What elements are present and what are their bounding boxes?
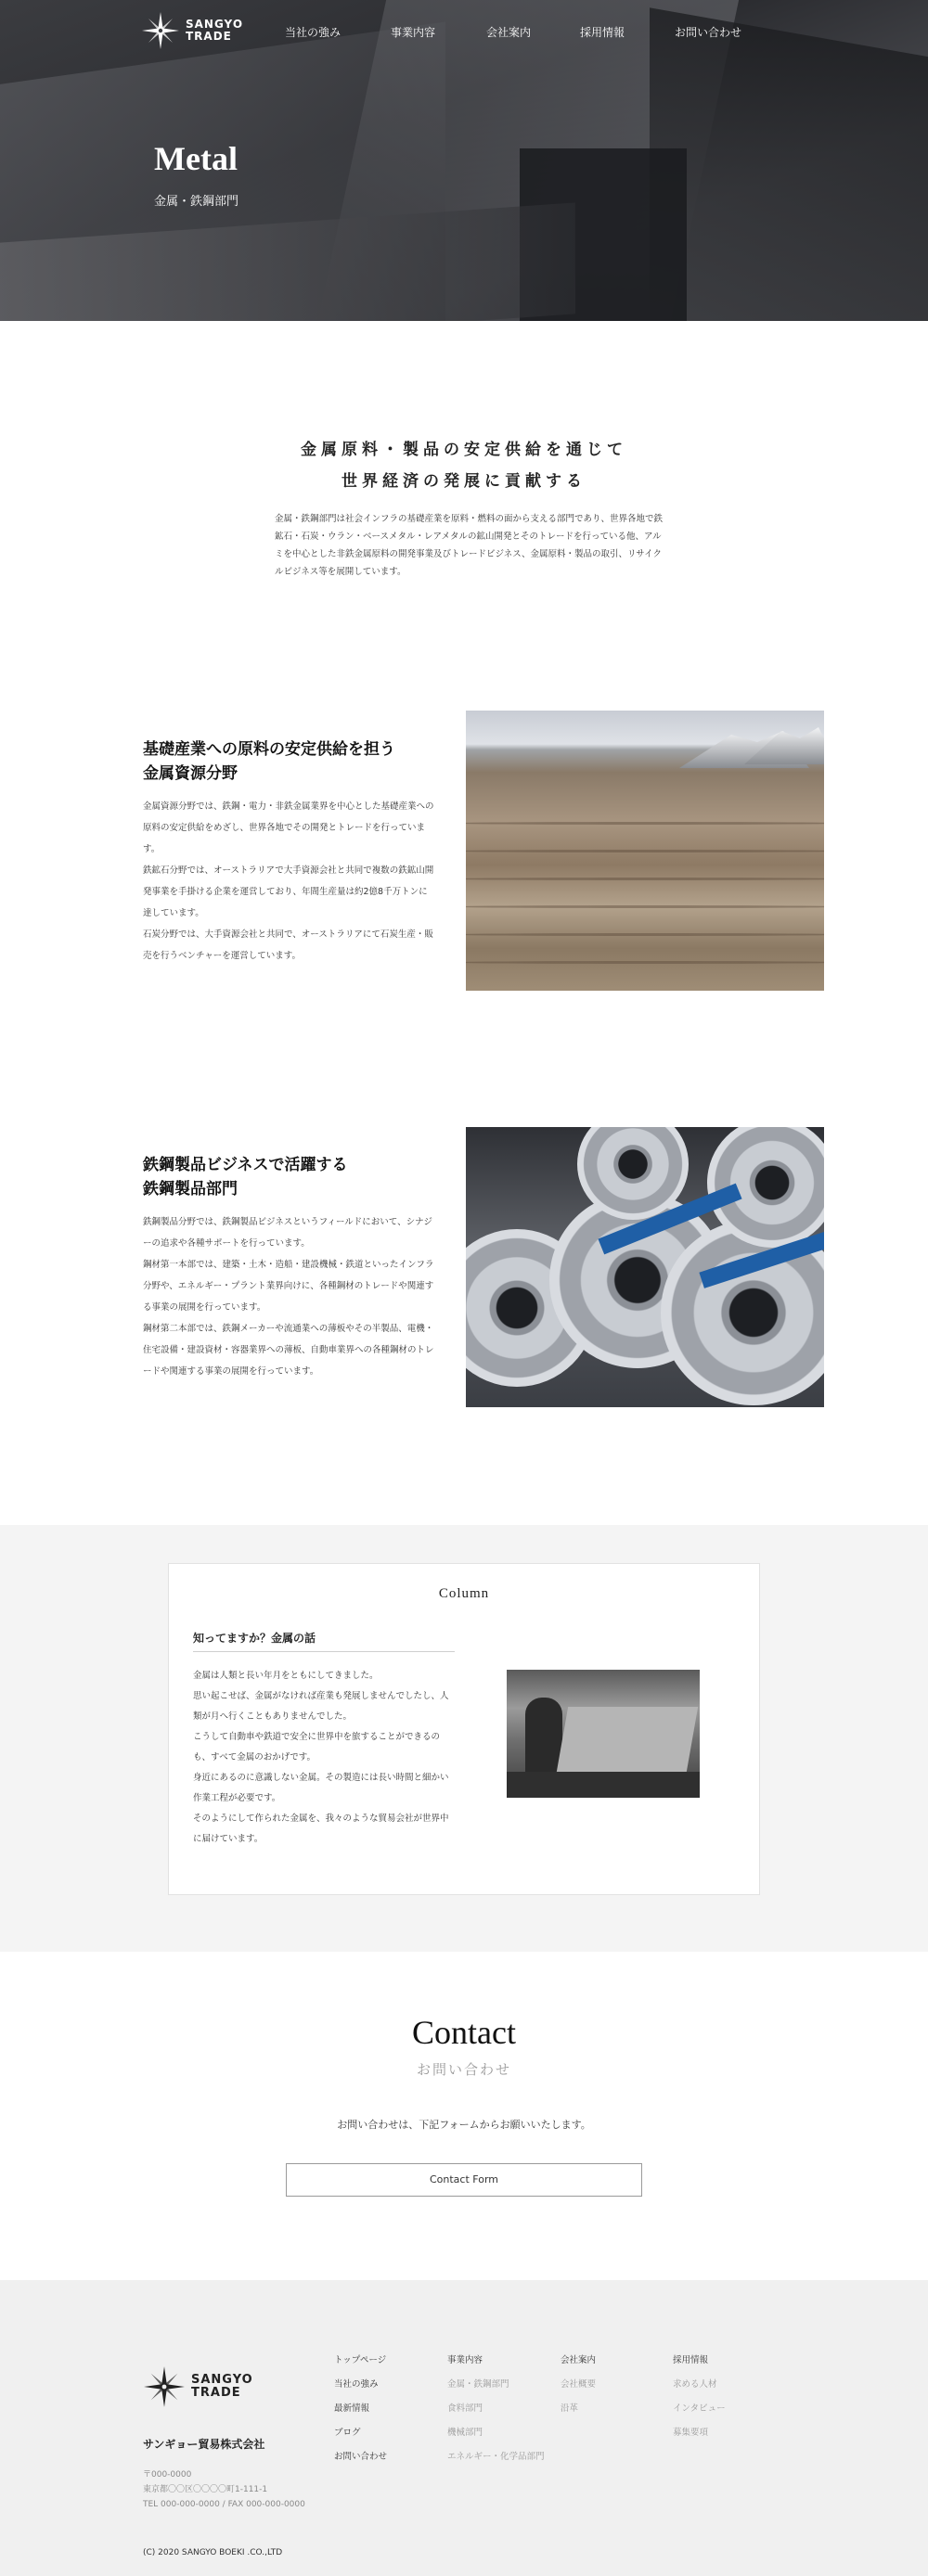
- column-title: Column: [438, 1586, 490, 1601]
- section1-paragraph: 鉄鉱石分野では、オーストラリアで大手資源会社と共同で複数の鉄鉱山開発事業を手掛ける企業を運営しており、年間生産量は約2億8千万トンに達しています。: [143, 865, 434, 918]
- footer-address: [143, 2467, 305, 2512]
- section2-paragraph: 鉄鋼製品分野では、鉄鋼製品ビジネスというフィールドにおいて、シナジーの追求や各種サポートを行っています。: [143, 1217, 432, 1249]
- hero-bg-shape: [650, 7, 928, 321]
- section2-body: [143, 1211, 436, 1382]
- footer-col-main: [334, 2349, 387, 2469]
- footer-link[interactable]: エネルギー・化学品部門: [447, 2452, 545, 2462]
- section2-title: [143, 1153, 348, 1201]
- section1-paragraph: 金属資源分野では、鉄鋼・電力・非鉄金属業界を中心とした基礎産業への原料の安定供給をめざし、世界各地でその開発とトレードを行っています。: [143, 801, 434, 854]
- footer-col-recruit: [673, 2349, 726, 2445]
- nav-item-contact[interactable]: お問い合わせ: [675, 26, 742, 39]
- column-paragraph: 思い起こせば、金属がなければ産業も発展しませんでしたし、人類が月へ行くこともありませんでした。: [193, 1691, 449, 1722]
- footer-link[interactable]: ブログ: [334, 2428, 361, 2438]
- contact-title: Contact: [412, 2014, 516, 2051]
- section2-title-line1: 鉄鋼製品ビジネスで活躍する: [143, 1156, 348, 1174]
- logo-line1: SANGYO: [186, 18, 244, 31]
- terrace-line: [466, 850, 824, 852]
- footer-link[interactable]: 金属・鉄鋼部門: [447, 2379, 509, 2390]
- page-subtitle: 金属・鉄鋼部門: [154, 195, 239, 209]
- footer-link[interactable]: 採用情報: [673, 2355, 709, 2365]
- section1-paragraph: 石炭分野では、大手資源会社と共同で、オーストラリアにて石炭生産・販売を行うベンチャーを運営しています。: [143, 929, 433, 961]
- footer-postal: 〒000-0000: [143, 2470, 192, 2480]
- column-paragraph: 金属は人類と長い年月をともにしてきました。: [193, 1671, 379, 1681]
- nav-item-company[interactable]: 会社案内: [486, 26, 532, 39]
- column-paragraph: そのようにして作られた金属を、我々のような貿易会社が世界中に届けています。: [193, 1813, 449, 1844]
- header-logo[interactable]: [141, 11, 243, 50]
- footer-logo-line1: SANGYO: [191, 2373, 253, 2387]
- column-subtitle: 知ってますか？金属の話: [193, 1630, 455, 1652]
- logo-line2: TRADE: [186, 30, 232, 43]
- footer-link[interactable]: 機械部門: [447, 2428, 483, 2438]
- intro-heading-line2: 世界経済の発展に貢献する: [342, 472, 586, 491]
- footer-col-company: [561, 2349, 596, 2421]
- footer-link[interactable]: インタビュー: [673, 2403, 726, 2414]
- terrace-line: [466, 961, 824, 964]
- footer-link[interactable]: 募集要項: [673, 2428, 709, 2438]
- nav-item-strengths[interactable]: 当社の強み: [285, 26, 342, 39]
- machine-shape: [557, 1707, 698, 1772]
- terrace-line: [466, 822, 824, 825]
- footer-link[interactable]: 会社案内: [561, 2355, 597, 2365]
- footer-col-business: [447, 2349, 545, 2469]
- compass-star-icon: [141, 11, 180, 50]
- intro-body: 金属・鉄鋼部門は社会インフラの基礎産業を原料・燃料の面から支える部門であり、世界各地で鉄鉱石・石炭・ウラン・ベースメタル・レアメタルの鉱山開発とそのトレードを行っている他、アルミを中心とした非鉄金属原料の開発事業及びトレードビジネス、金属原料・製品の取引、リサイクルビジネス等を展開しています。: [275, 514, 664, 577]
- hero-section: [0, 0, 928, 321]
- floor-shape: [507, 1772, 700, 1798]
- footer-link[interactable]: 事業内容: [447, 2355, 483, 2365]
- footer-link[interactable]: 最新情報: [334, 2403, 370, 2414]
- compass-star-icon: [143, 2365, 186, 2408]
- column-body: [193, 1666, 455, 1850]
- section2-title-line2: 鉄鋼製品部門: [143, 1180, 238, 1198]
- footer-copyright: (C) 2020 SANGYO BOEKI .CO.,LTD: [143, 2548, 283, 2557]
- column-paragraph: こうして自動車や鉄道で安全に世界中を旅することができるのも、すべて金属のおかげです。: [193, 1732, 441, 1762]
- footer-link[interactable]: 求める人材: [673, 2379, 717, 2390]
- section1-title-line2: 金属資源分野: [143, 764, 238, 783]
- section1-title: [143, 737, 395, 786]
- section2-paragraph: 鋼材第一本部では、建築・土木・造船・建設機械・鉄道といったインフラ分野や、エネルギー・プラント業界向けに、各種鋼材のトレードや関連する事業の展開を行っています。: [143, 1260, 434, 1313]
- terrace-line: [466, 905, 824, 908]
- contact-form-button[interactable]: Contact Form: [286, 2163, 642, 2197]
- footer-link[interactable]: 食料部門: [447, 2403, 483, 2414]
- contact-note: お問い合わせは、下記フォームからお願いいたします。: [337, 2119, 591, 2131]
- nav-item-business[interactable]: 事業内容: [391, 26, 436, 39]
- footer-link[interactable]: お問い合わせ: [334, 2452, 388, 2462]
- page-title: Metal: [154, 140, 238, 177]
- footer-phone: TEL 000-000-0000 / FAX 000-000-0000: [143, 2500, 305, 2509]
- mine-photo: [466, 711, 824, 991]
- intro-heading-line1: 金属原料・製品の安定供給を通じて: [301, 441, 627, 459]
- section2-paragraph: 鋼材第二本部では、鉄鋼メーカーや流通業への薄板やその半製品、電機・住宅設備・建設資材・容器業界への薄板、自動車業界への各種鋼材のトレードや関連する事業の展開を行っています。: [143, 1324, 434, 1377]
- column-paragraph: 身近にあるのに意識しない金属。その製造には長い時間と細かい作業工程が必要です。: [193, 1773, 449, 1803]
- terrace-line: [466, 933, 824, 936]
- footer-company-name: サンギョー貿易株式会社: [143, 2438, 265, 2451]
- footer-link[interactable]: 沿革: [561, 2403, 579, 2414]
- footer-link[interactable]: トップページ: [334, 2355, 387, 2365]
- section1-body: [143, 796, 436, 967]
- section1-title-line1: 基礎産業への原料の安定供給を担う: [143, 740, 395, 759]
- footer-logo[interactable]: [143, 2365, 253, 2408]
- footer-link[interactable]: 当社の強み: [334, 2379, 379, 2390]
- factory-worker-photo: [507, 1670, 700, 1798]
- terrace-line: [466, 878, 824, 880]
- contact-subtitle: お問い合わせ: [416, 2061, 511, 2078]
- footer-logo-line2: TRADE: [191, 2386, 241, 2400]
- footer-link[interactable]: 会社概要: [561, 2379, 597, 2390]
- nav-item-recruit[interactable]: 採用情報: [580, 26, 625, 39]
- steel-coils-photo: [466, 1127, 824, 1407]
- footer-street: 東京都〇〇区〇〇〇〇町1-111-1: [143, 2485, 268, 2494]
